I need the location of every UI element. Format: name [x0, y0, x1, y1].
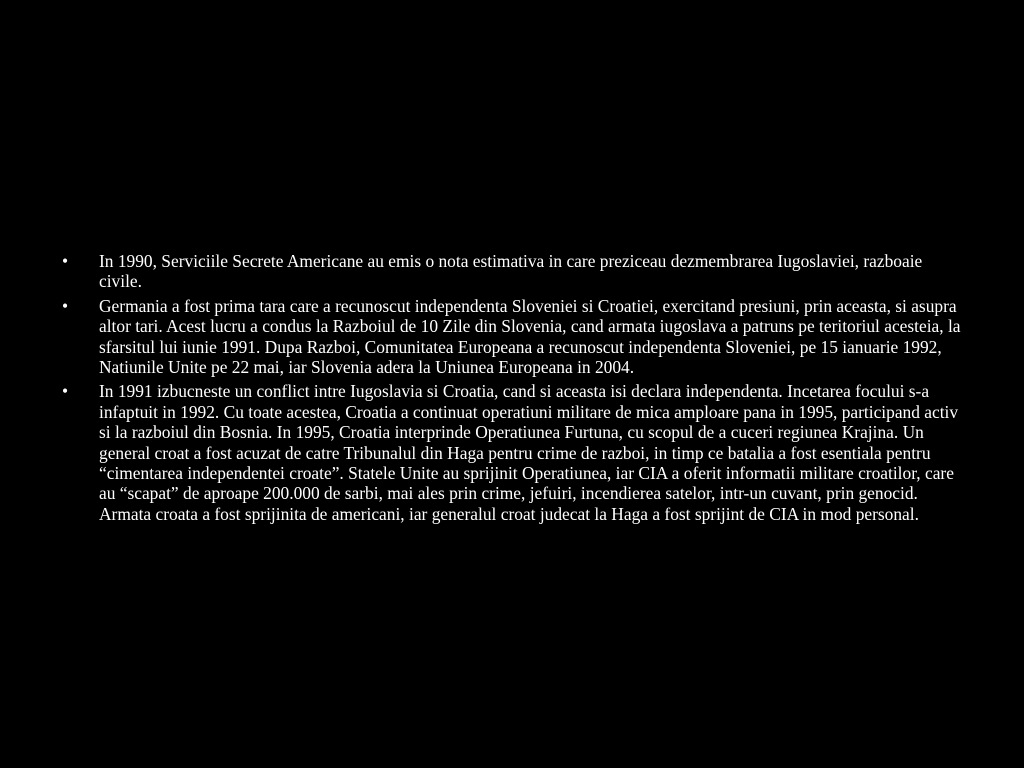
bullet-text: In 1991 izbucneste un conflict intre Iugoslavia si Croatia, cand si aceasta isi declara independenta. Incetarea focului s-a infaptuit in 1992. Cu toate acestea, Croatia a continuat operatiuni militare de mica amploare pana in 1995, participand activ si la razboiul din Bosnia. In 1995, Croatia interprinde Operatiunea Furtuna, cu scopul de a cuceri regiunea Krajina. Un general croat a fost acuzat de catre Tribunalul din Haga pentru crime de razboi, in timp ce batalia a fost esentiala pentru “cimentarea independentei croate”. Statele Unite au sprijinit Operatiunea, iar CIA a oferit informatii militare croatilor, care au “scapat” de aproape 200.000 de sarbi, mai ales prin crime, jefuiri, incendierea satelor, intr-un cuvant, prin genocid. Armata croata a fost sprijinita de americani, iar generalul croat judecat la Haga a fost sprijint de CIA in mod personal. [99, 381, 959, 524]
bullet-item [62, 251, 962, 292]
bullet-text: Germania a fost prima tara care a recunoscut independenta Sloveniei si Croatiei, exercitand presiuni, prin aceasta, si asupra altor tari. Acest lucru a condus la Razboiul de 10 Zile din Slovenia, cand armata iugoslava a patruns pe teritoriul acesteia, la sfarsitul lui iunie 1991. Dupa Razboi, Comunitatea Europeana a recunoscut independenta Sloveniei, pe 15 ianuarie 1992, Natiunile Unite pe 22 mai, iar Slovenia adera la Uniunea Europeana in 2004. [99, 295, 961, 378]
bullet-text: In 1990, Serviciile Secrete Americane au emis o nota estimativa in care preziceau dezmembrarea Iugoslaviei, razboaie civile. [99, 251, 923, 292]
bullet-item [62, 296, 962, 378]
bullet-icon: • [62, 251, 69, 271]
bullet-icon: • [62, 381, 69, 402]
bullet-list [62, 251, 962, 528]
bullet-icon: • [62, 295, 69, 316]
bullet-item [62, 381, 962, 524]
